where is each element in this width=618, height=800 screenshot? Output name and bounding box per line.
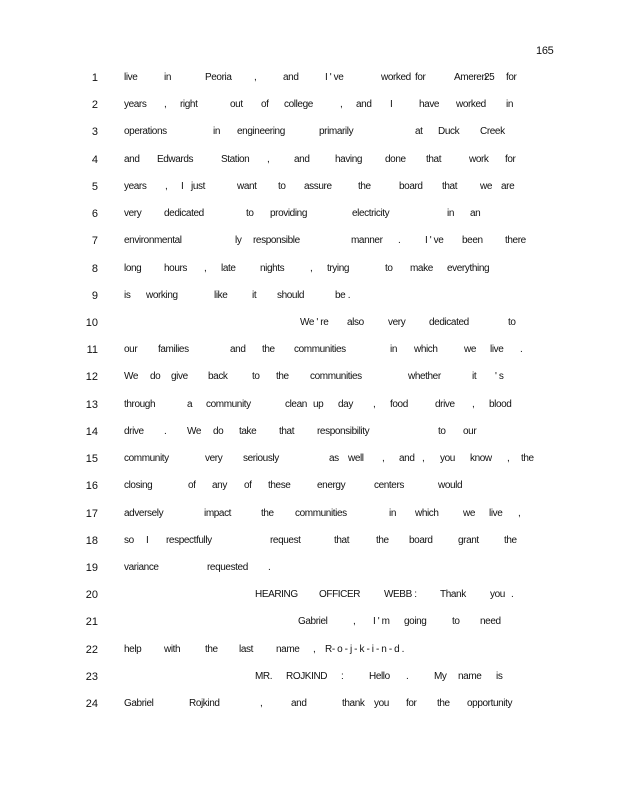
page-number: 165 [536,45,554,57]
line-word: we [464,344,476,356]
line-word: , [373,398,376,410]
line-number: 9 [91,289,98,302]
line-word: ly [235,235,242,247]
line-word: We [124,371,139,383]
line-word: 25 [484,72,495,83]
line-word: in [213,126,220,138]
transcript-line [0,452,618,479]
line-word: . [268,561,271,573]
line-word: My [434,670,447,682]
line-word: you [490,589,505,601]
line-word: as [329,453,339,465]
line-number: 14 [85,425,98,438]
line-word: to [278,180,286,192]
line-word: request [270,534,301,546]
line-word: of [244,480,252,492]
line-word: OFFICER [319,589,361,601]
line-word: name [276,643,300,655]
line-word: it [472,371,477,383]
line-number: 12 [85,371,98,384]
line-word: and [291,698,307,710]
line-word: name [458,670,482,682]
line-word: , [267,153,270,165]
transcript-line [0,588,618,615]
line-number: 3 [91,126,98,139]
line-word: and [294,153,310,165]
line-word: very [388,316,406,328]
line-word: responsible [253,235,300,247]
line-word: variance [124,561,159,573]
line-number: 24 [85,698,98,711]
line-word: last [239,643,253,655]
line-word: at [415,126,423,138]
line-word: , [382,453,385,465]
line-word: Gabriel [298,616,328,628]
line-word: up [313,398,324,410]
line-word: years [124,99,147,111]
line-word: primarily [319,126,354,138]
line-word: ' s [495,371,504,383]
line-word: help [124,643,142,655]
line-word: to [252,371,260,383]
line-word: these [268,480,291,492]
line-word: opportunity [467,698,513,710]
line-word: Duck [438,126,460,138]
transcript-line [0,71,618,98]
line-word: environmental [124,235,182,247]
line-word: thank [342,698,365,710]
line-word: back [208,371,228,383]
line-word: want [237,180,257,192]
transcript-line [0,125,618,152]
line-word: need [480,616,501,628]
line-word: like [214,289,228,301]
line-word: there [505,235,526,247]
line-word: any [212,480,227,492]
line-word: well [348,453,364,465]
line-word: electricity [352,208,390,220]
line-word: . [511,589,514,601]
transcript-line [0,561,618,588]
transcript-line [0,507,618,534]
transcript-line [0,262,618,289]
line-word: , [340,99,343,111]
transcript-lines [0,71,618,724]
line-word: in [389,507,396,519]
line-word: communities [295,507,347,519]
line-word: going [404,616,427,628]
line-word: ROJKIND [286,670,328,682]
line-word: community [206,398,251,410]
line-word: Peoria [205,72,232,83]
line-word: for [505,153,516,165]
line-word: know [470,453,492,465]
line-word: of [261,99,269,111]
line-word: the [262,344,275,356]
line-word: whether [408,371,441,383]
line-word: manner [351,235,383,247]
line-word: the [376,534,389,546]
line-word: seriously [243,453,279,465]
line-word: the [358,180,371,192]
line-number: 4 [91,153,98,166]
line-word: trying [327,262,350,274]
line-word: the [261,507,274,519]
line-word: WEBB : [384,589,417,601]
transcript-line [0,670,618,697]
line-word: is [496,670,503,682]
line-word: that [426,153,442,165]
line-word: and [399,453,415,465]
line-word: do [150,371,161,383]
line-word: our [124,344,138,356]
line-word: hours [164,262,188,274]
line-number: 2 [91,99,98,112]
line-word: so [124,534,134,546]
line-word: Thank [440,589,466,601]
line-word: that [334,534,350,546]
line-word: we [480,180,492,192]
line-word: centers [374,480,404,492]
line-word: having [335,153,363,165]
line-word: I ' m [373,616,390,628]
line-word: We [187,425,202,437]
transcript-line [0,479,618,506]
line-number: 20 [85,589,98,602]
line-word: out [230,99,243,111]
line-word: engineering [237,126,285,138]
transcript-line [0,289,618,316]
line-word: providing [270,208,307,220]
line-word: should [277,289,305,301]
line-word: We ' re [300,316,329,328]
line-word: impact [204,507,232,519]
line-word: the [276,371,289,383]
line-word: live [124,72,138,83]
line-word: for [506,72,517,83]
line-word: right [180,99,198,111]
line-word: and [230,344,246,356]
line-word: I [181,180,184,192]
line-word: , [472,398,475,410]
line-word: live [489,507,503,519]
line-word: R- o - j - k - i - n - d . [325,643,405,655]
line-word: operations [124,126,167,138]
line-word: , [310,262,313,274]
line-number: 13 [85,398,98,411]
transcript-line [0,343,618,370]
line-word: : [341,670,344,682]
line-word: , [164,99,167,111]
line-word: HEARING [255,589,298,601]
line-word: to [452,616,460,628]
line-word: Rojkind [189,698,220,710]
transcript-line [0,207,618,234]
line-word: responsibility [317,425,370,437]
line-word: dedicated [164,208,204,220]
line-word: in [390,344,397,356]
line-word: , [353,616,356,628]
line-word: energy [317,480,346,492]
line-word: , [422,453,425,465]
line-word: late [221,262,236,274]
transcript-line [0,697,618,724]
line-word: give [171,371,188,383]
line-word: be . [335,289,351,301]
line-word: . [406,670,409,682]
line-word: food [390,398,408,410]
line-word: in [447,208,454,220]
line-word: respectfully [166,534,212,546]
line-word: and [356,99,372,111]
line-word: make [410,262,433,274]
line-word: been [462,235,483,247]
line-word: an [470,208,481,220]
line-word: the [437,698,450,710]
line-number: 5 [91,180,98,193]
line-number: 18 [85,534,98,547]
line-word: have [419,99,440,111]
line-number: 1 [91,72,98,84]
line-word: families [158,344,189,356]
line-number: 15 [85,453,98,466]
line-word: the [504,534,517,546]
line-word: do [213,425,224,437]
line-word: clean [285,398,307,410]
line-word: . [520,344,523,356]
line-number: 6 [91,208,98,221]
line-word: I [390,99,393,111]
line-word: Ameren [454,72,487,83]
line-word: to [385,262,393,274]
transcript-line [0,534,618,561]
line-word: in [506,99,513,111]
transcript-line [0,98,618,125]
line-word: board [399,180,423,192]
transcript-line [0,316,618,343]
transcript-line [0,425,618,452]
line-word: it [252,289,257,301]
line-word: to [438,425,446,437]
line-word: is [124,289,131,301]
line-word: and [283,72,299,83]
transcript-line [0,153,618,180]
line-word: . [164,425,167,437]
line-word: college [284,99,313,111]
line-word: very [124,208,142,220]
line-word: you [440,453,455,465]
line-word: day [338,398,353,410]
line-number: 17 [85,507,98,520]
line-word: just [191,180,205,192]
line-word: you [374,698,389,710]
transcript-line [0,234,618,261]
line-word: Creek [480,126,505,138]
line-number: 23 [85,670,98,683]
line-word: dedicated [429,316,469,328]
line-word: drive [124,425,144,437]
line-word: drive [435,398,455,410]
line-word: Gabriel [124,698,154,710]
line-word: requested [207,561,248,573]
line-number: 8 [91,262,98,275]
line-word: Hello [369,670,390,682]
line-word: , [165,180,168,192]
line-word: everything [447,262,490,274]
line-word: , [518,507,521,519]
line-word: also [347,316,364,328]
line-word: . [398,235,401,247]
line-word: to [508,316,516,328]
line-word: communities [310,371,362,383]
line-word: which [415,507,439,519]
line-word: , [313,643,316,655]
line-word: with [164,643,181,655]
line-number: 19 [85,561,98,574]
line-word: Edwards [157,153,194,165]
line-number: 16 [85,480,98,493]
line-word: blood [489,398,512,410]
line-word: I ' ve [425,235,444,247]
line-number: 11 [86,344,98,357]
line-word: take [239,425,257,437]
line-word: we [463,507,475,519]
line-word: and [124,153,140,165]
line-number: 7 [91,235,98,248]
line-word: which [414,344,438,356]
line-word: long [124,262,142,274]
line-word: grant [458,534,479,546]
line-word: to [246,208,254,220]
line-word: that [279,425,295,437]
line-word: closing [124,480,153,492]
line-word: , [507,453,510,465]
line-word: , [254,72,257,83]
line-word: , [260,698,263,710]
line-word: the [205,643,218,655]
line-word: worked [456,99,486,111]
line-word: MR. [255,670,273,682]
line-word: assure [304,180,332,192]
transcript-line [0,398,618,425]
line-word: are [501,180,515,192]
line-word: that [442,180,458,192]
line-word: community [124,453,169,465]
line-word: very [205,453,223,465]
line-number: 21 [85,616,98,629]
line-word: working [146,289,178,301]
line-word: would [438,480,463,492]
line-word: through [124,398,156,410]
line-word: board [409,534,433,546]
transcript-line [0,615,618,642]
line-word: , [204,262,207,274]
line-word: done [385,153,406,165]
line-word: a [187,398,193,410]
line-word: work [469,153,489,165]
line-word: for [415,72,426,83]
transcript-line [0,370,618,397]
line-word: adversely [124,507,164,519]
line-word: for [406,698,417,710]
line-word: worked [381,72,411,83]
line-word: years [124,180,147,192]
line-number: 22 [85,643,98,656]
line-word: the [521,453,534,465]
line-word: Station [221,153,250,165]
transcript-line [0,180,618,207]
line-word: communities [294,344,346,356]
line-number: 10 [85,316,98,329]
line-word: nights [260,262,285,274]
line-word: I ' ve [325,72,344,83]
transcript-line [0,643,618,670]
line-word: I [146,534,149,546]
line-word: live [490,344,504,356]
line-word: our [463,425,477,437]
line-word: in [164,72,171,83]
line-word: of [188,480,196,492]
